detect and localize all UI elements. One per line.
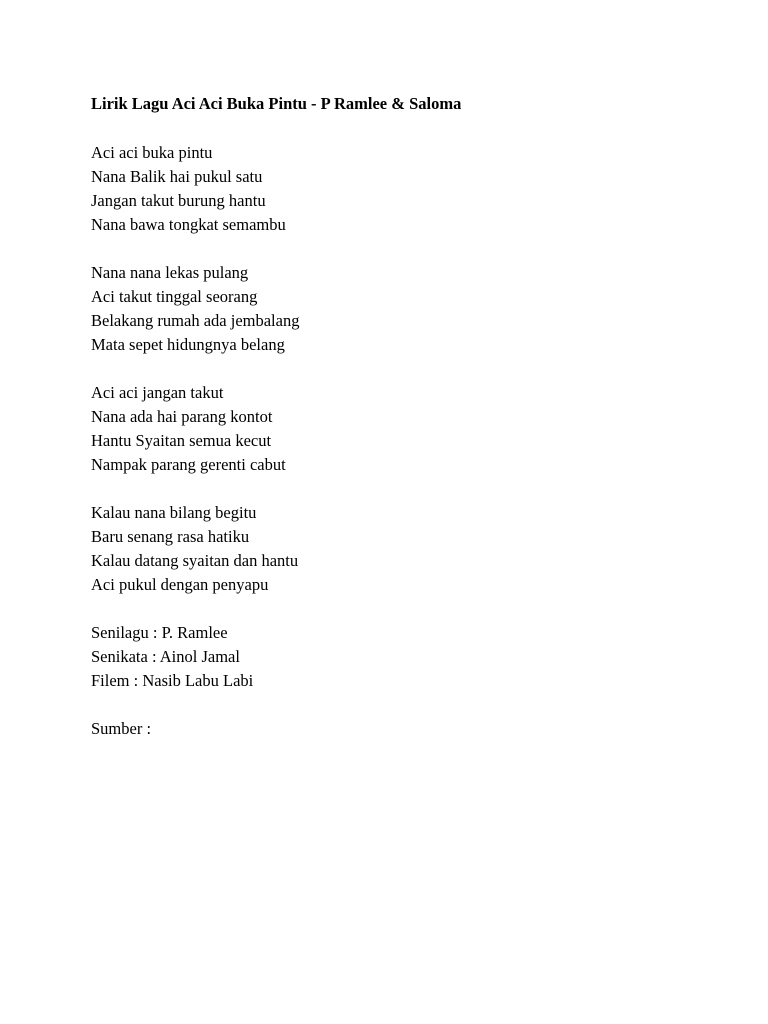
lyric-line: Kalau datang syaitan dan hantu: [91, 551, 299, 570]
lyric-line: Hantu Syaitan semua kecut: [91, 431, 272, 450]
song-credits: [91, 621, 731, 693]
credit-film: Filem : Nasib Labu Labi: [91, 671, 254, 690]
source-label: Sumber :: [91, 719, 152, 738]
lyric-line: Nana nana lekas pulang: [91, 263, 249, 282]
stanza-1: [91, 141, 731, 237]
lyric-line: Baru senang rasa hatiku: [91, 527, 250, 546]
lyric-line: Aci aci jangan takut: [91, 383, 224, 402]
document-page: [91, 93, 731, 741]
stanza-3: [91, 381, 731, 477]
lyric-line: Nana Balik hai pukul satu: [91, 167, 263, 186]
credit-composer: Senilagu : P. Ramlee: [91, 623, 228, 642]
lyric-line: Jangan takut burung hantu: [91, 191, 266, 210]
lyric-line: Aci takut tinggal seorang: [91, 287, 258, 306]
stanza-2: [91, 261, 731, 357]
lyric-line: Nana bawa tongkat semambu: [91, 215, 286, 234]
lyric-line: Aci aci buka pintu: [91, 143, 213, 162]
credit-lyricist: Senikata : Ainol Jamal: [91, 647, 240, 666]
lyric-line: Aci pukul dengan penyapu: [91, 575, 269, 594]
lyric-line: Kalau nana bilang begitu: [91, 503, 257, 522]
lyric-line: Belakang rumah ada jembalang: [91, 311, 300, 330]
lyric-line: Nana ada hai parang kontot: [91, 407, 273, 426]
lyric-line: Mata sepet hidungnya belang: [91, 335, 285, 354]
stanza-4: [91, 501, 731, 597]
song-title: Lirik Lagu Aci Aci Buka Pintu - P Ramlee & Saloma: [91, 94, 462, 113]
lyric-line: Nampak parang gerenti cabut: [91, 455, 286, 474]
